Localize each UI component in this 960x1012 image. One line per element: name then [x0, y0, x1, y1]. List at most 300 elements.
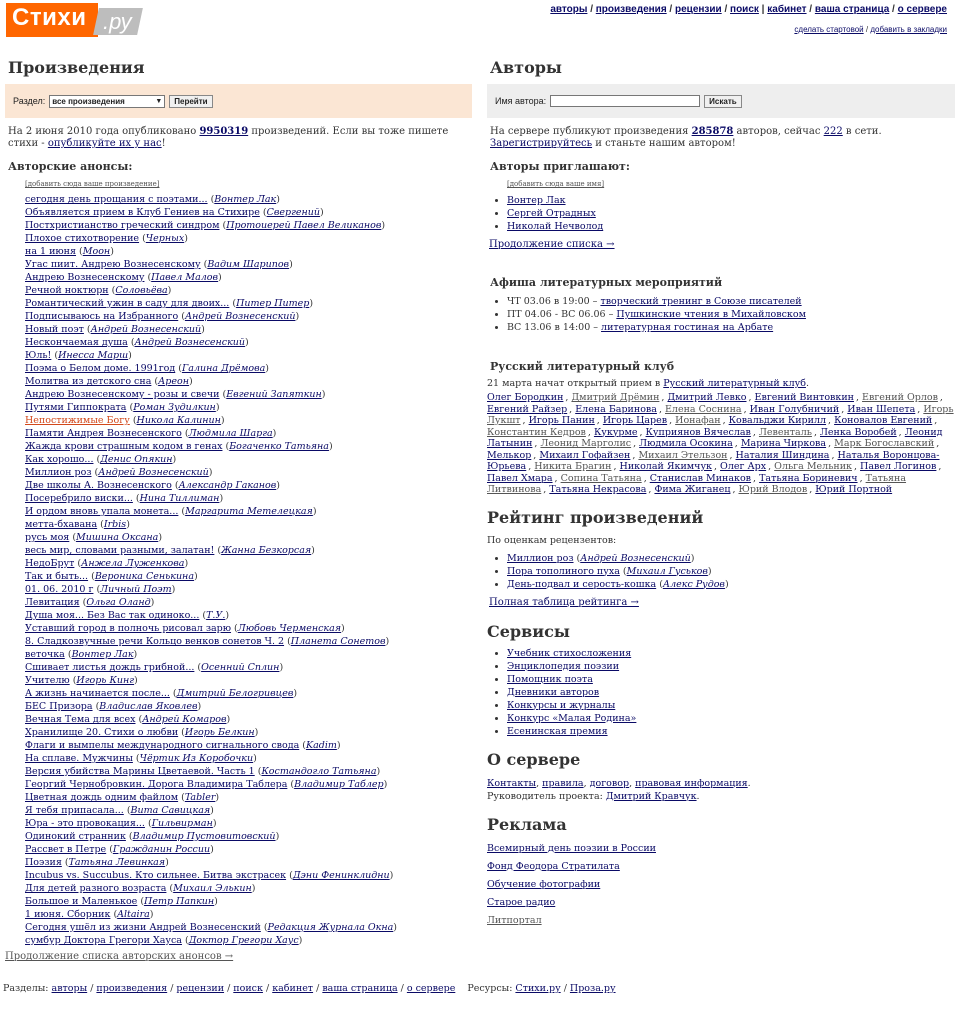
anons-work-link[interactable]: Юра - это провокация...: [25, 818, 145, 829]
anons-item: • Нескончаемая душа (Андрей Вознесенский): [25, 336, 472, 349]
service-link[interactable]: Конкурс «Малая Родина»: [507, 712, 637, 724]
anons-author-link[interactable]: Планета Сонетов: [290, 636, 386, 647]
club-author-link[interactable]: Дмитрий Левко: [667, 392, 747, 403]
anons-work-link[interactable]: Хранилище 20. Стихи о любви: [25, 727, 179, 738]
anons-author-link[interactable]: Денис Опякин: [100, 454, 173, 465]
service-item: [507, 699, 955, 712]
anons-author-link[interactable]: Т.У.: [206, 610, 226, 621]
nav-works[interactable]: произведения: [595, 4, 667, 15]
anons-work-link[interactable]: Угас пиит. Андрею Вознесенскому: [25, 259, 201, 270]
anons-work-link[interactable]: Объявляется прием в Клуб Гениев на Стихире: [25, 207, 260, 218]
anons-work-link[interactable]: Две школы А. Вознесенского: [25, 480, 172, 491]
anons-item: • Путями Гиппократа (Роман Зудилкин): [25, 401, 472, 414]
anons-author-link[interactable]: Kadim: [305, 740, 337, 751]
anons-author-link[interactable]: Чёртик Из Коробочки: [139, 753, 254, 764]
anons-author-link[interactable]: Инесса Марш: [58, 350, 129, 361]
anons-work-link[interactable]: Для детей разного возраста: [25, 883, 167, 894]
go-button[interactable]: Перейти: [169, 95, 212, 108]
invite-item: [507, 194, 955, 207]
contract-link[interactable]: договор: [589, 777, 630, 789]
anons-author-link[interactable]: Ареон: [158, 376, 189, 387]
club-author-link[interactable]: Татьяна Литвинова: [487, 472, 907, 495]
nav-my-page[interactable]: ваша страница: [814, 4, 890, 15]
ad-link[interactable]: Фонд Феодора Стратилата: [487, 860, 620, 872]
anons-work-link[interactable]: Поэзия: [25, 857, 62, 868]
invite-more-link[interactable]: Продолжение списка →: [489, 239, 615, 250]
rating-author-link[interactable]: Андрей Вознесенский: [580, 552, 691, 564]
anons-author-link[interactable]: Роман Зудилкин: [133, 402, 216, 413]
anons-work-link[interactable]: Вечная Тема для всех: [25, 714, 136, 725]
anons-work-link[interactable]: сегодня день прощания с поэтами...: [25, 194, 208, 205]
anons-work-link[interactable]: Одинокий странник: [25, 831, 126, 842]
club-author-link[interactable]: Павел Хмара: [487, 472, 553, 484]
club-desc-end: .: [805, 378, 809, 389]
club-author-link[interactable]: Михаил Этельзон: [638, 449, 728, 461]
resource-stihi-link[interactable]: Стихи.ру: [515, 983, 561, 994]
authors-column: [487, 58, 955, 930]
club-author-link[interactable]: Павел Логинов: [860, 461, 937, 472]
club-desc-text: 21 марта начат открытый прием в: [487, 378, 664, 389]
club-author-link[interactable]: Наталия Шиндина: [735, 449, 830, 461]
rules-link[interactable]: правила: [542, 777, 584, 789]
anons-author-link[interactable]: Редакция Журнала Окна: [267, 922, 394, 933]
club-author-link[interactable]: Константин Кедров: [487, 426, 586, 438]
anons-author-link[interactable]: Любовь Черменская: [237, 623, 342, 634]
anons-item: • Уставший город в полночь рисовал зарю (Любовь Черменская): [25, 622, 472, 635]
club-author-link[interactable]: Дмитрий Дрёмин: [571, 392, 660, 403]
anons-author-link[interactable]: Владимир Пустовитовский: [132, 831, 276, 842]
anons-item: • Андрею Вознесенскому (Павел Малов): [25, 271, 472, 284]
anons-work-link[interactable]: на 1 июня: [25, 246, 77, 257]
authors-count-link[interactable]: 285878: [691, 126, 734, 137]
anons-list: [5, 193, 472, 947]
anons-work-link[interactable]: Миллион роз: [25, 467, 92, 478]
club-author-link[interactable]: Иван Голубничий: [749, 403, 840, 415]
anons-work-link[interactable]: Новый поэт: [25, 324, 84, 335]
works-count-link[interactable]: 9950319: [199, 126, 249, 137]
club-author-link[interactable]: Игорь Панин: [528, 415, 595, 426]
ad-link[interactable]: Старое радио: [487, 896, 556, 908]
anons-work-link[interactable]: Сегодня ушёл из жизни Андрей Вознесенский: [25, 922, 261, 933]
invite-author-link[interactable]: Сергей Отрадных: [507, 208, 596, 219]
anons-author-link[interactable]: Маргарита Метелецкая: [185, 506, 313, 517]
add-name-wrap: [507, 180, 955, 188]
anons-work-link[interactable]: Incubus vs. Succubus. Кто сильнее. Битва экстрасек: [25, 870, 287, 881]
anons-more-wrap: [5, 951, 472, 962]
add-work-link[interactable]: [добавить сюда ваше произведение]: [25, 180, 160, 188]
club-author-link[interactable]: Игорь Лукшт: [487, 403, 954, 426]
event-link[interactable]: Пушкинские чтения в Михайловском: [616, 309, 806, 320]
anons-author-link[interactable]: Никола Калинин: [136, 415, 221, 426]
club-author-link[interactable]: Ковальджи Кирилл: [728, 415, 827, 426]
anons-author-link[interactable]: Александр Гаканов: [178, 480, 277, 491]
anons-author-link[interactable]: Доктор Грегори Хаус: [188, 935, 299, 946]
club-author-link[interactable]: Юрий Влодов: [738, 484, 808, 495]
anons-author-link[interactable]: Протоиерей Павел Великанов: [226, 220, 382, 231]
club-author-link[interactable]: Людмила Осокина: [639, 438, 733, 449]
club-author-link[interactable]: Ольга Мельник: [774, 461, 852, 472]
events-title: Афиша литературных мероприятий: [490, 276, 723, 289]
anons-item: • Я тебя припасала... (Вита Савицкая): [25, 804, 472, 817]
club-author-link[interactable]: Сопина Татьяна: [560, 472, 642, 484]
anons-work-link[interactable]: Путями Гиппократа: [25, 402, 127, 413]
bottom-nav-authors[interactable]: авторы: [51, 983, 88, 994]
anons-author-link[interactable]: Личный Поэт: [100, 584, 172, 595]
service-link[interactable]: Дневники авторов: [507, 686, 600, 698]
invite-more-wrap: [489, 239, 955, 250]
invite-list: [487, 194, 955, 233]
anons-author-link[interactable]: Андрей Комаров: [142, 714, 227, 725]
club-author-link[interactable]: Евгений Райзер: [487, 403, 568, 415]
anons-work-link[interactable]: Левитация: [25, 597, 80, 608]
anons-author-link[interactable]: Свергений: [266, 207, 320, 218]
anons-work-link[interactable]: Учителю: [25, 675, 70, 686]
anons-work-link[interactable]: НедоБрут: [25, 558, 75, 569]
anons-author-link[interactable]: Моон: [82, 246, 111, 257]
anons-item: • Флаги и вымпелы международного сигнального свода (Kadim): [25, 739, 472, 752]
anons-work-link[interactable]: Версия убийства Марины Цветаевой. Часть 1: [25, 766, 255, 777]
anons-item: • На сплаве. Мужчины (Чёртик Из Коробочки): [25, 752, 472, 765]
anons-item: • сумбур Доктора Грегори Хауса (Доктор Грегори Хаус): [25, 934, 472, 947]
section-select-value: все произведения: [52, 96, 125, 106]
ad-item: [487, 894, 955, 912]
anons-author-link[interactable]: Павел Малов: [151, 272, 219, 283]
anons-work-link[interactable]: 8. Сладкозвучные речи Кольцо венков сонетов Ч. 2: [25, 636, 285, 647]
anons-author-link[interactable]: Вероника Сенькина: [94, 571, 194, 582]
anons-item: • Объявляется прием в Клуб Гениев на Стихире (Свергений): [25, 206, 472, 219]
online-count-link[interactable]: 222: [823, 126, 843, 137]
club-author-link[interactable]: Иван Шепета: [847, 403, 916, 415]
rating-work-link[interactable]: День-подвал и серость-кошка: [507, 578, 657, 590]
club-author-link[interactable]: Левенталь: [758, 426, 812, 438]
anons-author-link[interactable]: Irbis: [103, 519, 127, 530]
bottom-nav-search[interactable]: поиск: [233, 983, 263, 994]
club-author-link[interactable]: Юрий Портной: [815, 484, 893, 495]
anons-author-link[interactable]: Мишина Оксана: [76, 532, 159, 543]
works-section-box: [5, 84, 472, 118]
anons-work-link[interactable]: БЕС Призора: [25, 701, 93, 712]
event-link[interactable]: творческий тренинг в Союзе писателей: [600, 296, 802, 307]
anons-work-link[interactable]: Памяти Андрея Вознесенского: [25, 428, 182, 439]
anons-item: • Романтический ужин в саду для двоих... (Питер Питер): [25, 297, 472, 310]
event-date: ЧТ 03.06 в 19:00 –: [507, 296, 601, 307]
anons-author-link[interactable]: Галина Дрёмова: [181, 363, 266, 374]
ad-link[interactable]: Литпортал: [487, 914, 542, 926]
anons-work-link[interactable]: Речной ноктюрн: [25, 285, 109, 296]
author-name-label: Имя автора:: [495, 96, 547, 106]
anons-work-link[interactable]: Сшивает листья дождь грибной...: [25, 662, 195, 673]
rating-item: • День-подвал и серость-кошка (Алекс Рудов): [507, 578, 955, 591]
anons-author-link[interactable]: Гильвирман: [151, 818, 213, 829]
anons-work-link[interactable]: Флаги и вымпелы международного сигнального свода: [25, 740, 300, 751]
club-author-link[interactable]: Олег Арх: [720, 461, 767, 472]
nav-search[interactable]: поиск: [730, 4, 759, 15]
anons-author-link[interactable]: Вадим Шарипов: [207, 259, 290, 270]
club-author-link[interactable]: Никита Брагин: [534, 461, 612, 472]
service-link[interactable]: Есенинская премия: [507, 725, 608, 737]
club-author-link[interactable]: Ленка Воробей: [819, 426, 897, 438]
works-column: [5, 58, 472, 962]
author-search-button[interactable]: Искать: [704, 95, 742, 108]
legal-link[interactable]: правовая информация: [635, 777, 748, 789]
anons-author-link[interactable]: Tabler: [184, 792, 216, 803]
anons-work-link[interactable]: Романтический ужин в саду для двоих...: [25, 298, 230, 309]
anons-item: • 01. 06. 2010 г (Личный Поэт): [25, 583, 472, 596]
anons-author-link[interactable]: Жанна Безкорсая: [221, 545, 312, 556]
club-author-link[interactable]: Николай Якимчук: [619, 461, 712, 472]
anons-author-link[interactable]: Владимир Таблер: [294, 779, 384, 790]
anons-author-link[interactable]: Гражданин России: [112, 844, 211, 855]
anons-work-link[interactable]: Подписываюсь на Избранного: [25, 311, 179, 322]
anons-author-link[interactable]: Андрей Вознесенский: [134, 337, 246, 348]
club-author-link[interactable]: Коновалов Евгений: [834, 415, 933, 426]
authors-info: [490, 126, 955, 150]
rating-list: [487, 552, 955, 591]
anons-work-link[interactable]: веточка: [25, 649, 65, 660]
club-desc: [487, 378, 955, 389]
section-select[interactable]: [49, 95, 165, 108]
anons-item: • Для детей разного возраста (Михаил Элькин): [25, 882, 472, 895]
anons-work-link[interactable]: Рассвет в Петре: [25, 844, 107, 855]
bottom-label: Разделы:: [3, 983, 52, 994]
contacts-link[interactable]: Контакты: [487, 777, 537, 789]
anons-item: • Поэма о Белом доме. 1991год (Галина Дрёмова): [25, 362, 472, 375]
make-homepage-link[interactable]: сделать стартовой: [794, 25, 864, 34]
anons-work-link[interactable]: Цветная дождь одним файлом: [25, 792, 179, 803]
club-author-link[interactable]: Михаил Гофайзен: [539, 449, 631, 461]
anons-work-link[interactable]: метта-бхавана: [25, 519, 98, 530]
anons-work-link[interactable]: Большое и Маленькое: [25, 896, 138, 907]
anons-author-link[interactable]: Богаченко Татьяна: [229, 441, 329, 452]
anons-work-link[interactable]: Я тебя припасала...: [25, 805, 124, 816]
anons-author-link[interactable]: Евгений Запяткин: [226, 389, 322, 400]
club-author-link[interactable]: Фима Жиганец: [654, 484, 731, 495]
anons-work-link[interactable]: Так и быть...: [25, 571, 89, 582]
anons-item: • Две школы А. Вознесенского (Александр Гаканов): [25, 479, 472, 492]
anons-author-link[interactable]: Людмила Шарга: [188, 428, 273, 439]
ad-link[interactable]: Всемирный день поэзии в России: [487, 842, 656, 854]
anons-item: • 8. Сладкозвучные речи Кольцо венков сонетов Ч. 2 (Планета Сонетов): [25, 635, 472, 648]
anons-work-link[interactable]: На сплаве. Мужчины: [25, 753, 133, 764]
rating-work-link[interactable]: Пора тополиного пуха: [507, 565, 620, 577]
leader-label: Руководитель проекта:: [487, 790, 606, 802]
anons-author-link[interactable]: Осенний Сплин: [201, 662, 280, 673]
club-link[interactable]: Русский литературный клуб: [663, 378, 806, 389]
club-author-link[interactable]: Наталья Воронцова-Юрьева: [487, 449, 940, 472]
service-item: [507, 725, 955, 738]
anons-item: • Андрею Вознесенскому - розы и свечи (Евгений Запяткин): [25, 388, 472, 401]
authors-info-end: и станьте нашим автором!: [592, 138, 736, 149]
anons-work-link[interactable]: сумбур Доктора Грегори Хауса: [25, 935, 182, 946]
ad-item: [487, 858, 955, 876]
logo-suffix: .ру: [103, 9, 132, 34]
anons-work-link[interactable]: Постхристианство греческий синдром: [25, 220, 220, 231]
anons-item: • на 1 июня (Моон): [25, 245, 472, 258]
anons-author-link[interactable]: Владислав Яковлев: [99, 701, 198, 712]
anons-author-link[interactable]: Петр Папкин: [144, 896, 215, 907]
nav-reviews[interactable]: рецензии: [675, 4, 722, 15]
club-author-link[interactable]: Леонид Марголис: [540, 438, 632, 449]
anons-author-link[interactable]: Игорь Белкин: [184, 727, 255, 738]
anons-author-link[interactable]: Татьяна Левинкая: [68, 857, 166, 868]
club-author-link[interactable]: Евгений Орлов: [862, 392, 938, 403]
club-author-link[interactable]: Марина Чиркова: [740, 438, 827, 449]
service-link[interactable]: Конкурсы и журналы: [507, 699, 616, 711]
nav-cabinet[interactable]: кабинет: [767, 4, 807, 15]
about-links: Контакты, правила, договор, правовая информация. Руководитель проекта: Дмитрий Кравчук.: [487, 777, 751, 802]
author-name-input[interactable]: [550, 95, 700, 107]
bottom-nav-works[interactable]: произведения: [96, 983, 168, 994]
rating-title: Рейтинг произведений: [487, 507, 704, 527]
club-author-link[interactable]: Марк Богославский: [834, 438, 935, 449]
anons-item: • Постхристианство греческий синдром (Протоиерей Павел Великанов): [25, 219, 472, 232]
club-author-link[interactable]: Леонид Латынин: [487, 426, 943, 449]
anons-work-link[interactable]: Георгий Чернобровкин. Дорога Владимира Таблера: [25, 779, 288, 790]
logo-text: Стихи: [12, 4, 87, 31]
bottom-nav-about[interactable]: о сервере: [406, 983, 456, 994]
club-author-link[interactable]: Станислав Минаков: [649, 472, 752, 484]
club-author-link[interactable]: Олег Бородкин: [487, 392, 564, 403]
anons-item: • Сшивает листья дождь грибной... (Осенний Сплин): [25, 661, 472, 674]
anons-item: • Левитация (Ольга Оланд): [25, 596, 472, 609]
works-info-text: На 2 июня 2010 года опубликовано: [8, 126, 200, 137]
resources-label: Ресурсы:: [467, 983, 516, 994]
anons-item: • Учителю (Игорь Кинг): [25, 674, 472, 687]
club-author-link[interactable]: Куприянов Вячеслав: [645, 426, 751, 438]
anons-author-link[interactable]: Ольга Оланд: [86, 597, 151, 608]
anons-work-link[interactable]: 01. 06. 2010 г: [25, 584, 94, 595]
bottom-nav-reviews[interactable]: рецензии: [176, 983, 225, 994]
anons-work-link[interactable]: Нескончаемая душа: [25, 337, 128, 348]
anons-author-link[interactable]: Вонтер Лак: [71, 649, 134, 660]
club-author-link[interactable]: Игорь Царев: [602, 415, 668, 426]
ad-link[interactable]: Обучение фотографии: [487, 878, 601, 890]
anons-author-link[interactable]: Соловьёва: [115, 285, 168, 296]
anons-work-link[interactable]: русь моя: [25, 532, 70, 543]
anons-author-link[interactable]: Андрей Вознесенский: [184, 311, 296, 322]
anons-author-link[interactable]: Дмитрий Белогривцев: [176, 688, 294, 699]
anons-work-link[interactable]: Душа моя... Без Вас так одиноко...: [25, 610, 200, 621]
anons-work-link[interactable]: Непостижимые Богу: [25, 415, 130, 426]
rating-more-wrap: [489, 597, 955, 608]
anons-author-link[interactable]: Вита Савицкая: [130, 805, 211, 816]
anons-item: • Так и быть... (Вероника Сенькина): [25, 570, 472, 583]
site-logo[interactable]: [6, 3, 146, 37]
rating-desc: По оценкам рецензентов:: [487, 534, 617, 546]
services-title: Сервисы: [487, 621, 570, 641]
authors-info-text-3: в сети.: [842, 126, 882, 137]
anons-title: Авторские анонсы:: [8, 160, 133, 173]
service-link[interactable]: Учебник стихосложения: [507, 647, 632, 659]
service-link[interactable]: Помощник поэта: [507, 673, 593, 685]
anons-author-link[interactable]: Дэни Фенинклидни: [292, 870, 390, 881]
anons-item: • Непостижимые Богу (Никола Калинин): [25, 414, 472, 427]
bottom-nav-my-page[interactable]: ваша страница: [322, 983, 398, 994]
anons-item: • Георгий Чернобровкин. Дорога Владимира Таблера (Владимир Таблер): [25, 778, 472, 791]
club-title: Русский литературный клуб: [490, 360, 675, 373]
anons-author-link[interactable]: Черных: [145, 233, 185, 244]
anons-author-link[interactable]: Михаил Элькин: [173, 883, 252, 894]
club-author-link[interactable]: Татьяна Некрасова: [549, 484, 647, 495]
add-bookmark-link[interactable]: добавить в закладки: [870, 25, 947, 34]
rating-author-link[interactable]: Алекс Рудов: [662, 578, 725, 590]
ad-item: [487, 912, 955, 930]
anons-work-link[interactable]: Плохое стихотворение: [25, 233, 140, 244]
anons-more-link[interactable]: Продолжение списка авторских анонсов →: [5, 951, 234, 962]
bottom-nav-cabinet[interactable]: кабинет: [272, 983, 314, 994]
service-link[interactable]: Энциклопедия поэзии: [507, 660, 620, 672]
ads-title: Реклама: [487, 814, 567, 834]
add-name-link[interactable]: [добавить сюда ваше имя]: [507, 180, 605, 188]
anons-work-link[interactable]: Андрею Вознесенскому: [25, 272, 145, 283]
anons-work-link[interactable]: Андрею Вознесенскому - розы и свечи: [25, 389, 220, 400]
works-info: [8, 126, 472, 150]
anons-author-link[interactable]: Altaira: [117, 909, 150, 920]
rating-work-link[interactable]: Миллион роз: [507, 552, 574, 564]
event-date: ПТ 04.06 - ВС 06.06 –: [507, 309, 617, 320]
anons-author-link[interactable]: Нина Тиллиман: [139, 493, 220, 504]
anons-work-link[interactable]: Посеребрило виски...: [25, 493, 133, 504]
club-author-link[interactable]: Елена Соснина: [665, 403, 742, 415]
club-author-link[interactable]: Мелькор: [487, 449, 532, 461]
anons-item: • Юль! (Инесса Марш): [25, 349, 472, 362]
leader-link[interactable]: Дмитрий Кравчук: [605, 790, 697, 802]
anons-item: • весь мир, словами разными, залатан! (Жанна Безкорсая): [25, 544, 472, 557]
anons-work-link[interactable]: Молитва из детского сна: [25, 376, 152, 387]
anons-work-link[interactable]: Жажда крови страшным кодом в генах: [25, 441, 223, 452]
anons-author-link[interactable]: Андрей Вознесенский: [98, 467, 209, 478]
invite-author-link[interactable]: Николай Нечволод: [507, 221, 604, 232]
anons-work-link[interactable]: весь мир, словами разными, залатан!: [25, 545, 215, 556]
anons-work-link[interactable]: 1 июня. Сборник: [25, 909, 111, 920]
anons-work-link[interactable]: А жизнь начинается после...: [25, 688, 170, 699]
publish-link[interactable]: опубликуйте их у нас: [47, 138, 162, 149]
invite-author-link[interactable]: Вонтер Лак: [507, 195, 566, 206]
anons-item: • НедоБрут (Анжела Луженкова): [25, 557, 472, 570]
nav-about[interactable]: о сервере: [897, 4, 947, 15]
anons-work-link[interactable]: Юль!: [25, 350, 52, 361]
anons-item: • Хранилище 20. Стихи о любви (Игорь Белкин): [25, 726, 472, 739]
club-author-link[interactable]: Кукурме: [593, 426, 638, 438]
anons-item: • А жизнь начинается после... (Дмитрий Белогривцев): [25, 687, 472, 700]
anons-item: • Цветная дождь одним файлом (Tabler): [25, 791, 472, 804]
anons-author-link[interactable]: Костандогло Татьяна: [261, 766, 377, 777]
anons-item: • Плохое стихотворение (Черных): [25, 232, 472, 245]
rating-author-link[interactable]: Михаил Гуськов: [626, 565, 708, 577]
anons-work-link[interactable]: И ордом вновь упала монета...: [25, 506, 179, 517]
club-author-link[interactable]: Татьяна Бориневич: [759, 472, 858, 484]
anons-item: • Посеребрило виски... (Нина Тиллиман): [25, 492, 472, 505]
anons-author-link[interactable]: Питер Питер: [236, 298, 310, 309]
nav-authors[interactable]: авторы: [550, 4, 588, 15]
rating-more-link[interactable]: Полная таблица рейтинга →: [489, 596, 639, 608]
services-list: [487, 647, 955, 738]
anons-author-link[interactable]: Вонтер Лак: [214, 194, 277, 205]
event-link[interactable]: литературная гостиная на Арбате: [601, 322, 774, 333]
anons-item: • Подписываюсь на Избранного (Андрей Вознесенский): [25, 310, 472, 323]
anons-work-link[interactable]: Уставший город в полночь рисовал зарю: [25, 623, 232, 634]
club-author-link[interactable]: Евгений Винтовкин: [754, 392, 854, 403]
anons-author-link[interactable]: Анжела Луженкова: [81, 558, 185, 569]
anons-work-link[interactable]: Как хорошо...: [25, 454, 94, 465]
anons-author-link[interactable]: Андрей Вознесенский: [90, 324, 202, 335]
anons-work-link[interactable]: Поэма о Белом доме. 1991год: [25, 363, 176, 374]
anons-author-link[interactable]: Игорь Кинг: [76, 675, 135, 686]
resource-proza-link[interactable]: Проза.ру: [569, 983, 616, 994]
register-link[interactable]: Зарегистрируйтесь: [490, 138, 593, 149]
club-author-link[interactable]: Елена Баринова: [575, 403, 657, 415]
club-author-link[interactable]: Ионафан: [675, 415, 721, 426]
